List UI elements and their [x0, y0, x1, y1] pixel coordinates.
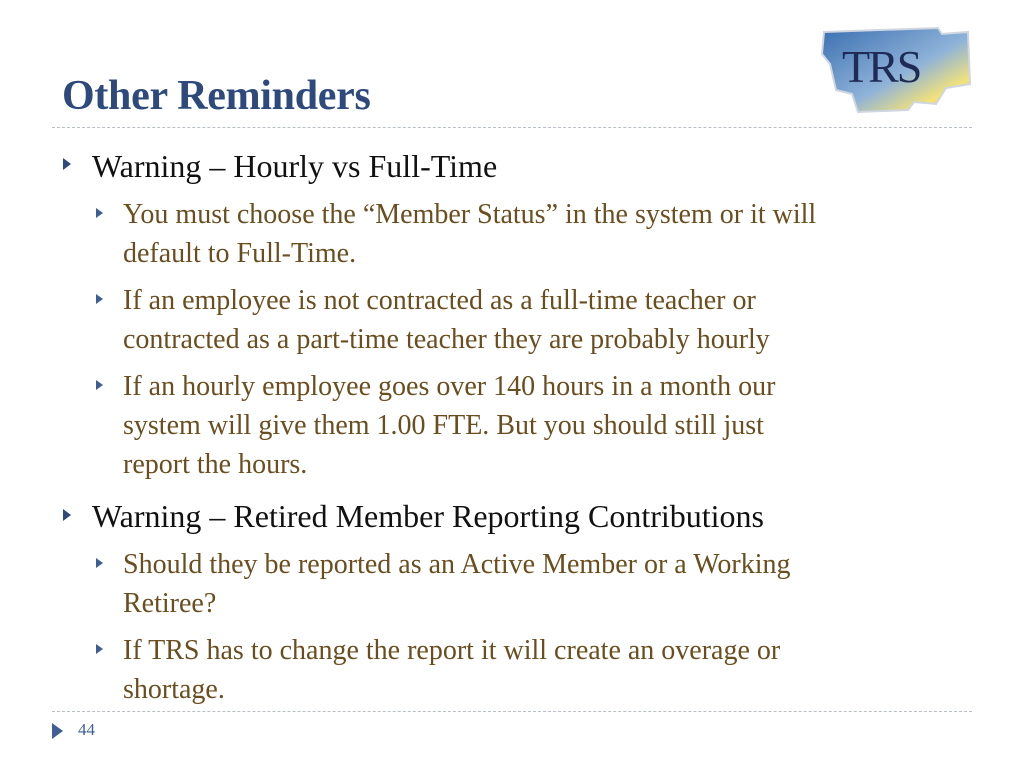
sub-bullet-line: default to Full-Time.	[123, 238, 357, 269]
sub-bullet-line: shortage.	[123, 674, 225, 705]
sub-bullet-line: If an employee is not contracted as a full-time teacher or	[123, 285, 756, 316]
sub-bullet-line: contracted as a part-time teacher they are probably hourly	[123, 324, 770, 355]
sub-bullet-line: If an hourly employee goes over 140 hours in a month our	[123, 371, 776, 402]
sub-bullet-line: Retiree?	[123, 588, 217, 619]
sub-bullet-arrow-icon	[96, 644, 103, 654]
sub-bullet-arrow-icon	[96, 558, 103, 568]
footer-arrow-icon	[52, 723, 63, 739]
footer-divider	[52, 711, 972, 712]
bullet-arrow-icon	[63, 509, 71, 521]
bullet-text: Warning – Retired Member Reporting Contributions	[92, 498, 764, 534]
sub-bullet-arrow-icon	[96, 208, 103, 218]
logo-text: TRS	[842, 41, 921, 92]
title-divider	[52, 127, 972, 128]
sub-bullet-line: Should they be reported as an Active Member or a Working	[123, 549, 791, 580]
sub-bullet-arrow-icon	[96, 380, 103, 390]
slide-title: Other Reminders	[62, 73, 371, 119]
sub-bullet-line: You must choose the “Member Status” in the system or it will	[123, 199, 817, 230]
sub-bullet-line: If TRS has to change the report it will create an overage or	[123, 635, 781, 666]
page-number: 44	[78, 720, 95, 739]
sub-bullet-line: system will give them 1.00 FTE. But you should still just	[123, 410, 764, 441]
bullet-text: Warning – Hourly vs Full-Time	[92, 148, 498, 184]
bullet-arrow-icon	[63, 158, 71, 170]
trs-logo	[818, 24, 973, 116]
sub-bullet-line: report the hours.	[123, 449, 308, 480]
sub-bullet-arrow-icon	[96, 294, 103, 304]
